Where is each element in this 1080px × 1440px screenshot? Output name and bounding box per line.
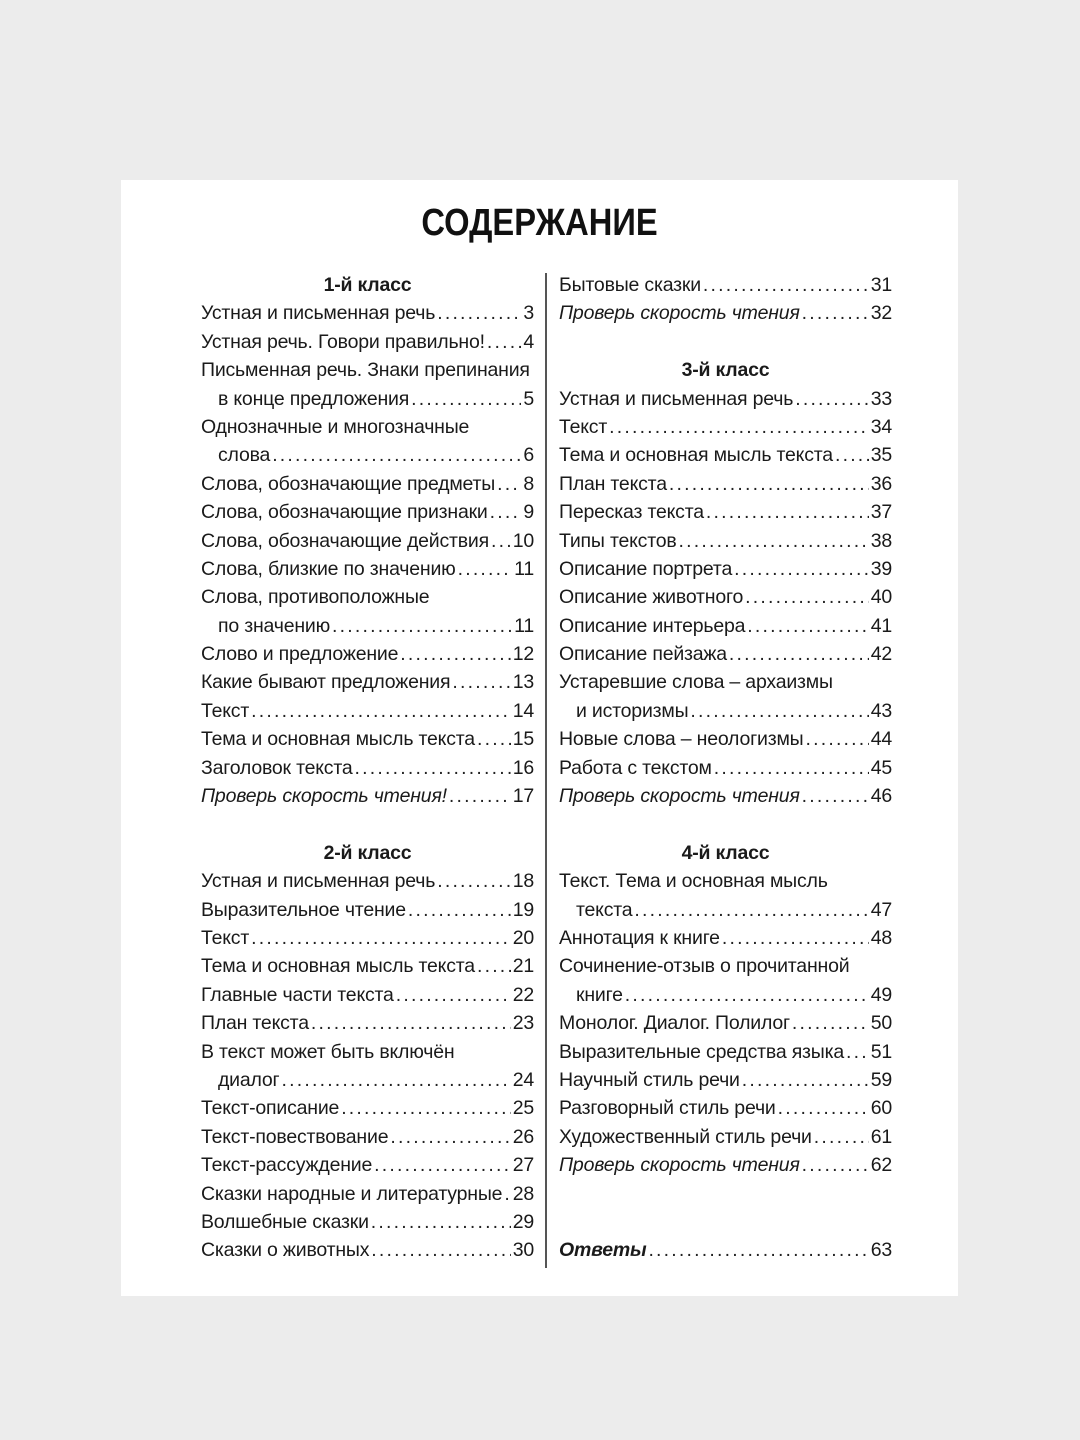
spacer (559, 328, 892, 356)
toc-entry-title: текста (576, 898, 633, 921)
toc-entry-first-line[interactable] (201, 413, 534, 441)
toc-entry[interactable] (559, 1236, 892, 1264)
toc-entry[interactable] (559, 555, 892, 583)
toc-page-number: 15 (512, 728, 534, 751)
toc-entry-title: План текста (559, 472, 667, 495)
toc-entry-first-line[interactable] (201, 356, 534, 384)
toc-entry-title: Сказки о животных (201, 1239, 370, 1262)
toc-entry[interactable] (201, 668, 534, 696)
dot-leader (497, 470, 521, 498)
toc-page-number: 10 (512, 529, 534, 552)
dot-leader (311, 1009, 511, 1037)
toc-entry[interactable] (559, 441, 892, 469)
dot-leader (458, 555, 513, 583)
toc-entry[interactable] (201, 981, 534, 1009)
dot-leader (814, 1123, 869, 1151)
toc-page-number: 28 (512, 1182, 534, 1205)
toc-entry-title: Заголовок текста (201, 756, 353, 779)
toc-entry[interactable] (201, 1123, 534, 1151)
toc-entry-title: Описание животного (559, 586, 744, 609)
dot-leader (477, 725, 511, 753)
dot-leader (609, 413, 869, 441)
dot-leader (734, 555, 869, 583)
toc-entry-title: слова (218, 444, 271, 467)
toc-entry[interactable] (201, 952, 534, 980)
dot-leader (802, 1151, 869, 1179)
toc-page-number: 63 (870, 1239, 892, 1262)
toc-page-number: 18 (512, 870, 534, 893)
toc-entry[interactable] (559, 782, 892, 810)
dot-leader (251, 924, 511, 952)
dot-leader (452, 668, 510, 696)
toc-entry[interactable] (559, 470, 892, 498)
dot-leader (795, 385, 869, 413)
toc-entry[interactable] (559, 896, 892, 924)
toc-page (121, 180, 958, 1296)
spacer (559, 810, 892, 838)
spacer (559, 1180, 892, 1208)
toc-page-number: 4 (523, 330, 534, 353)
toc-page-number: 29 (512, 1210, 534, 1233)
toc-entry[interactable] (201, 1208, 534, 1236)
toc-entry-title: Текст (201, 699, 250, 722)
toc-entry-title: Устная речь. Говори правильно! (201, 330, 485, 353)
toc-entry-title: Новые слова – неологизмы (559, 728, 804, 751)
toc-entry-title: Сочинение-отзыв о прочитанной (559, 955, 850, 978)
toc-page-number: 35 (870, 444, 892, 467)
toc-entry[interactable] (201, 1066, 534, 1094)
toc-entry[interactable] (201, 612, 534, 640)
column-divider (545, 273, 547, 1268)
dot-leader (341, 1094, 511, 1122)
dot-leader (747, 612, 868, 640)
dot-leader (706, 498, 869, 526)
dot-leader (281, 1066, 510, 1094)
toc-page-number: 27 (512, 1154, 534, 1177)
dot-leader (802, 299, 869, 327)
toc-page-number: 17 (512, 785, 534, 808)
toc-page-number: 11 (514, 614, 534, 637)
dot-leader (669, 470, 869, 498)
toc-entry-title: Описание пейзажа (559, 643, 727, 666)
spacer (201, 810, 534, 838)
toc-entry-title: Проверь скорость чтения! (201, 785, 447, 808)
toc-entry-title: Тема и основная мысль текста (201, 955, 475, 978)
toc-entry[interactable] (201, 754, 534, 782)
toc-entry[interactable] (201, 555, 534, 583)
toc-entry-title: Слово и предложение (201, 643, 399, 666)
toc-entry[interactable] (559, 981, 892, 1009)
toc-entry-title: Ответы (559, 1239, 647, 1262)
dot-leader (396, 981, 511, 1009)
dot-leader (411, 385, 521, 413)
dot-leader (703, 271, 869, 299)
toc-page-number: 33 (870, 387, 892, 410)
toc-entry-title: Тема и основная мысль текста (201, 728, 475, 751)
toc-entry[interactable] (559, 640, 892, 668)
toc-page-number: 37 (870, 501, 892, 524)
toc-entry[interactable] (559, 754, 892, 782)
toc-page-number: 14 (512, 699, 534, 722)
toc-right-column (559, 271, 892, 1265)
toc-entry[interactable] (559, 1123, 892, 1151)
dot-leader (487, 328, 521, 356)
toc-entry[interactable] (559, 697, 892, 725)
toc-entry[interactable] (559, 271, 892, 299)
toc-entry[interactable] (201, 1236, 534, 1264)
toc-left-column (201, 271, 534, 1265)
toc-entry-title: Проверь скорость чтения (559, 1154, 800, 1177)
section-heading: 1-й класс (323, 274, 412, 296)
toc-entry[interactable] (559, 1151, 892, 1179)
toc-page-number: 50 (870, 1012, 892, 1035)
toc-page-number: 11 (514, 557, 534, 580)
dot-leader (745, 583, 869, 611)
toc-entry[interactable] (559, 725, 892, 753)
toc-page-number: 49 (870, 983, 892, 1006)
dot-leader (504, 1180, 510, 1208)
toc-page-number: 39 (870, 557, 892, 580)
toc-entry[interactable] (201, 867, 534, 895)
toc-entry[interactable] (559, 924, 892, 952)
toc-page-number: 44 (870, 728, 892, 751)
toc-page-number: 51 (870, 1040, 892, 1063)
toc-entry-title: Текст-повествование (201, 1125, 389, 1148)
toc-page-number: 5 (523, 387, 534, 410)
toc-entry-title: Выразительные средства языка (559, 1040, 845, 1063)
toc-page-number: 19 (512, 898, 534, 921)
dot-leader (679, 527, 869, 555)
dot-leader (625, 981, 869, 1009)
dot-leader (802, 782, 869, 810)
toc-entry-title: диалог (218, 1068, 280, 1091)
dot-leader (792, 1009, 869, 1037)
toc-page-number: 13 (512, 671, 534, 694)
toc-page-number: 21 (512, 955, 534, 978)
toc-entry-title: Выразительное чтение (201, 898, 406, 921)
toc-page-number: 6 (523, 444, 534, 467)
toc-entry-title: Текст (559, 415, 608, 438)
dot-leader (437, 867, 511, 895)
toc-entry-title: Письменная речь. Знаки препинания (201, 359, 530, 382)
toc-entry-title: Текст-описание (201, 1097, 340, 1120)
toc-page-number: 26 (512, 1125, 534, 1148)
toc-entry-first-line[interactable] (559, 668, 892, 696)
toc-entry-title: План текста (201, 1012, 309, 1035)
toc-entry-title: и историзмы (576, 699, 689, 722)
toc-entry[interactable] (201, 896, 534, 924)
toc-entry-title: в конце предложения (218, 387, 410, 410)
dot-leader (449, 782, 511, 810)
toc-entry[interactable] (201, 640, 534, 668)
toc-page-number: 43 (870, 699, 892, 722)
section-heading: 3-й класс (681, 359, 770, 382)
dot-leader (374, 1151, 511, 1179)
toc-entry-title: Сказки народные и литературные (201, 1182, 503, 1205)
toc-entry[interactable] (201, 782, 534, 810)
dot-leader (332, 612, 512, 640)
toc-page-number: 9 (523, 501, 534, 524)
toc-page-number: 20 (512, 926, 534, 949)
toc-page-number: 41 (870, 614, 892, 637)
toc-entry[interactable] (201, 1009, 534, 1037)
toc-entry-first-line[interactable] (559, 952, 892, 980)
dot-leader (437, 299, 521, 327)
toc-page-number: 23 (512, 1012, 534, 1035)
dot-leader (805, 725, 868, 753)
dot-leader (408, 896, 511, 924)
toc-entry-title: по значению (218, 614, 331, 637)
toc-entry-title: Устаревшие слова – архаизмы (559, 671, 833, 694)
toc-entry-title: Художественный стиль речи (559, 1125, 812, 1148)
dot-leader (371, 1208, 511, 1236)
toc-page-number: 34 (870, 415, 892, 438)
toc-entry[interactable] (559, 385, 892, 413)
toc-page-number: 46 (870, 785, 892, 808)
toc-entry-title: Тема и основная мысль текста (559, 444, 833, 467)
toc-page-number: 62 (870, 1154, 892, 1177)
dot-leader (690, 697, 868, 725)
page-title: СОДЕРЖАНИЕ (421, 202, 658, 244)
toc-page-number: 45 (870, 756, 892, 779)
toc-entry-title: Монолог. Диалог. Полилог (559, 1012, 790, 1035)
dot-leader (729, 640, 869, 668)
toc-page-number: 59 (870, 1068, 892, 1091)
dot-leader (251, 697, 511, 725)
toc-entry-title: Текст (201, 926, 250, 949)
toc-entry[interactable] (201, 470, 534, 498)
toc-entry-title: Бытовые сказки (559, 274, 701, 296)
dot-leader (355, 754, 511, 782)
toc-entry[interactable] (201, 498, 534, 526)
toc-page-number: 12 (512, 643, 534, 666)
toc-entry-title: Слова, обозначающие действия (201, 529, 489, 552)
dot-leader (778, 1094, 869, 1122)
toc-page-number: 16 (512, 756, 534, 779)
toc-entry-title: книге (576, 983, 623, 1006)
toc-entry-first-line[interactable] (201, 583, 534, 611)
toc-entry-title: Описание портрета (559, 557, 733, 580)
dot-leader (846, 1038, 869, 1066)
dot-leader (714, 754, 869, 782)
toc-page-number: 8 (523, 472, 534, 495)
toc-entry[interactable] (559, 1094, 892, 1122)
toc-entry[interactable] (201, 1094, 534, 1122)
toc-entry-title: Устная и письменная речь (201, 302, 436, 325)
toc-entry-title: Слова, обозначающие признаки (201, 501, 488, 524)
toc-entry-title: Пересказ текста (559, 501, 704, 524)
toc-entry-title: Текст-рассуждение (201, 1154, 373, 1177)
toc-entry-first-line[interactable] (201, 1038, 534, 1066)
toc-entry-title: Работа с текстом (559, 756, 712, 779)
toc-entry[interactable] (559, 1038, 892, 1066)
toc-entry[interactable] (201, 328, 534, 356)
section-heading: 2-й класс (323, 841, 412, 864)
toc-entry-title: Типы текстов (559, 529, 677, 552)
dot-leader (272, 441, 521, 469)
toc-entry-title: Главные части текста (201, 983, 394, 1006)
toc-page-number: 24 (512, 1068, 534, 1091)
toc-page-number: 36 (870, 472, 892, 495)
toc-entry-title: Проверь скорость чтения (559, 302, 800, 325)
toc-entry[interactable] (559, 583, 892, 611)
toc-entry[interactable] (201, 924, 534, 952)
toc-entry-title: Устная и письменная речь (559, 387, 794, 410)
toc-entry-title: Волшебные сказки (201, 1210, 369, 1233)
toc-entry[interactable] (201, 725, 534, 753)
toc-entry-title: Аннотация к книге (559, 926, 720, 949)
toc-page-number: 60 (870, 1097, 892, 1120)
toc-entry-first-line[interactable] (559, 867, 892, 895)
toc-entry[interactable] (559, 413, 892, 441)
dot-leader (477, 952, 511, 980)
toc-entry[interactable] (201, 1180, 534, 1208)
dot-leader (648, 1236, 868, 1264)
toc-page-number: 38 (870, 529, 892, 552)
toc-entry-title: В текст может быть включён (201, 1040, 455, 1063)
toc-page-number: 48 (870, 926, 892, 949)
toc-entry[interactable] (201, 385, 534, 413)
toc-entry-title: Слова, близкие по значению (201, 557, 456, 580)
toc-entry[interactable] (201, 299, 534, 327)
toc-page-number: 61 (870, 1125, 892, 1148)
dot-leader (371, 1236, 510, 1264)
dot-leader (491, 527, 511, 555)
toc-entry[interactable] (559, 1009, 892, 1037)
toc-entry-title: Разговорный стиль речи (559, 1097, 776, 1120)
toc-page-number: 40 (870, 586, 892, 609)
toc-entry[interactable] (559, 612, 892, 640)
toc-entry-title: Описание интерьера (559, 614, 746, 637)
toc-page-number: 42 (870, 643, 892, 666)
toc-entry[interactable] (559, 498, 892, 526)
toc-entry-title: Текст. Тема и основная мысль (559, 870, 828, 893)
toc-entry-title: Слова, противоположные (201, 586, 430, 609)
toc-entry[interactable] (201, 1151, 534, 1179)
section-heading: 4-й класс (681, 841, 770, 864)
toc-page-number: 47 (870, 898, 892, 921)
dot-leader (742, 1066, 869, 1094)
toc-entry-title: Научный стиль речи (559, 1068, 740, 1091)
toc-page-number: 22 (512, 983, 534, 1006)
dot-leader (490, 498, 522, 526)
toc-page-number: 31 (870, 274, 892, 296)
toc-entry-title: Однозначные и многозначные (201, 415, 470, 438)
dot-leader (634, 896, 868, 924)
toc-page-number: 32 (870, 302, 892, 325)
toc-entry[interactable] (559, 1066, 892, 1094)
toc-entry-title: Какие бывают предложения (201, 671, 451, 694)
toc-entry-title: Слова, обозначающие предметы (201, 472, 496, 495)
toc-entry[interactable] (201, 697, 534, 725)
toc-entry[interactable] (559, 527, 892, 555)
toc-entry-title: Проверь скорость чтения (559, 785, 800, 808)
spacer (559, 1208, 892, 1236)
toc-page-number: 30 (512, 1239, 534, 1262)
toc-entry-title: Устная и письменная речь (201, 870, 436, 893)
toc-entry[interactable] (559, 299, 892, 327)
toc-entry[interactable] (201, 527, 534, 555)
toc-page-number: 25 (512, 1097, 534, 1120)
dot-leader (835, 441, 869, 469)
toc-page-number: 3 (523, 302, 534, 325)
dot-leader (400, 640, 510, 668)
dot-leader (390, 1123, 510, 1151)
dot-leader (722, 924, 869, 952)
toc-entry[interactable] (201, 441, 534, 469)
